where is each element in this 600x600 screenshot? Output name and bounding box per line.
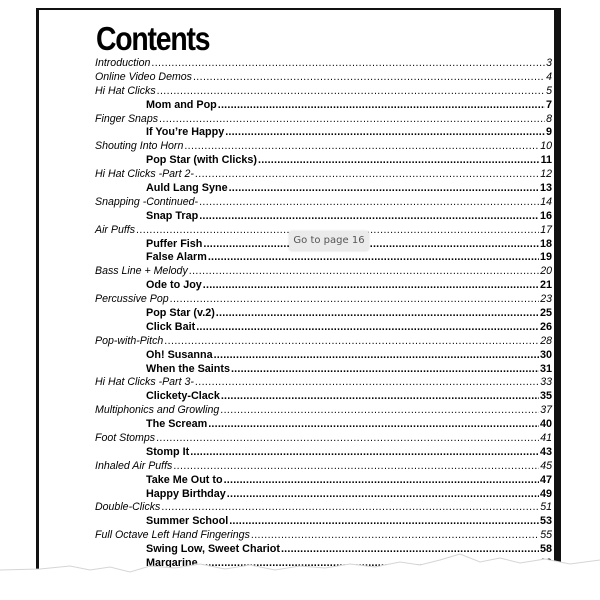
entry-page-number: 21 xyxy=(539,279,552,292)
entry-label: Pop Star (with Clicks) xyxy=(146,154,257,167)
entry-label: Percussive Pop xyxy=(95,293,169,306)
entry-page-number: 43 xyxy=(539,445,552,458)
entry-label: Double-Clicks xyxy=(95,501,161,514)
entry-label: Full Octave Left Hand Fingerings xyxy=(95,529,250,542)
toc-song-entry[interactable] xyxy=(95,279,552,293)
entry-page-number: 23 xyxy=(540,293,552,306)
toc-song-entry[interactable] xyxy=(95,349,552,363)
dot-leader xyxy=(170,293,540,307)
entry-page-number: 10 xyxy=(540,140,552,153)
entry-label: Snap Trap xyxy=(146,209,199,222)
entry-page-number: 28 xyxy=(540,334,552,347)
dot-leader xyxy=(156,432,539,446)
entry-label: Shouting Into Horn xyxy=(95,140,184,153)
entry-page-number: 8 xyxy=(546,112,552,125)
dot-leader xyxy=(157,85,545,99)
entry-label: Puffer Fish xyxy=(146,237,203,250)
entry-label: Hi Hat Clicks -Part 3- xyxy=(95,376,194,389)
entry-label: Foot Stomps xyxy=(95,432,156,445)
dot-leader xyxy=(208,418,539,432)
entry-label: Margarine xyxy=(146,557,198,570)
entry-page-number: 58 xyxy=(539,543,552,556)
toc-song-entry[interactable] xyxy=(95,251,552,265)
toc-song-entry[interactable] xyxy=(95,446,552,460)
entry-page-number: 26 xyxy=(539,320,552,333)
dot-leader xyxy=(229,515,539,529)
entry-page-number: 3 xyxy=(546,56,552,69)
page-title: Contents xyxy=(96,20,210,57)
dot-leader xyxy=(227,488,539,502)
entry-page-number: 45 xyxy=(540,459,552,472)
dot-leader xyxy=(159,113,545,127)
entry-label: Introduction xyxy=(95,56,151,69)
dot-leader xyxy=(190,446,539,460)
entry-label: False Alarm xyxy=(146,251,207,264)
toc-section-entry[interactable] xyxy=(95,265,552,279)
toc-song-entry[interactable] xyxy=(95,363,552,377)
toc-section-entry[interactable] xyxy=(95,85,552,99)
entry-label: Pop-with-Pitch xyxy=(95,334,164,347)
entry-page-number: 16 xyxy=(539,209,552,222)
entry-page-number: 11 xyxy=(540,154,552,167)
dot-leader xyxy=(225,126,545,140)
dot-leader xyxy=(195,376,539,390)
dot-leader xyxy=(151,57,545,71)
dot-leader xyxy=(231,363,539,377)
entry-page-number: 18 xyxy=(539,237,552,250)
toc-song-entry[interactable] xyxy=(95,99,552,113)
dot-leader xyxy=(164,335,539,349)
entry-page-number: 40 xyxy=(539,418,552,431)
dot-leader xyxy=(161,501,539,515)
entry-page-number: 35 xyxy=(539,390,552,403)
toc-section-entry[interactable] xyxy=(95,140,552,154)
entry-page-number: 41 xyxy=(540,432,552,445)
torn-edge xyxy=(0,540,600,600)
toc-section-entry[interactable] xyxy=(95,57,552,71)
entry-label: Oh! Susanna xyxy=(146,348,213,361)
toc-page xyxy=(36,8,561,578)
dot-leader xyxy=(195,168,539,182)
toc-song-entry[interactable] xyxy=(95,307,552,321)
entry-label: Ode to Joy xyxy=(146,279,202,292)
entry-label: Mom and Pop xyxy=(146,98,217,111)
toc-section-entry[interactable] xyxy=(95,376,552,390)
entry-label: Air Puffs xyxy=(95,223,136,236)
toc-song-entry[interactable] xyxy=(95,182,552,196)
entry-label: Inhaled Air Puffs xyxy=(95,459,173,472)
toc-song-entry[interactable] xyxy=(95,210,552,224)
entry-page-number: 20 xyxy=(540,265,552,278)
entry-label: When the Saints xyxy=(146,362,230,375)
toc-section-entry[interactable] xyxy=(95,196,552,210)
entry-page-number: 17 xyxy=(540,223,552,236)
entry-page-number: 19 xyxy=(539,251,552,264)
toc-song-entry[interactable] xyxy=(95,515,552,529)
entry-page-number: 30 xyxy=(539,348,552,361)
entry-page-number: 51 xyxy=(540,501,552,514)
dot-leader xyxy=(189,265,539,279)
entry-label: Multiphonics and Growling xyxy=(95,404,220,417)
toc-song-entry[interactable] xyxy=(95,321,552,335)
entry-page-number: 25 xyxy=(539,307,552,320)
dot-leader xyxy=(258,154,540,168)
toc-section-entry[interactable] xyxy=(95,293,552,307)
entry-page-number: 55 xyxy=(540,529,552,542)
entry-page-number: 4 xyxy=(546,70,552,83)
entry-page-number: 53 xyxy=(539,515,552,528)
entry-label: Bass Line + Melody xyxy=(95,265,188,278)
dot-leader xyxy=(214,349,539,363)
dot-leader xyxy=(218,99,545,113)
entry-page-number: 37 xyxy=(540,404,552,417)
entry-page-number: 12 xyxy=(540,168,552,181)
toc-song-entry[interactable] xyxy=(95,418,552,432)
entry-label: Happy Birthday xyxy=(146,487,226,500)
dot-leader xyxy=(220,404,539,418)
dot-leader xyxy=(229,182,539,196)
dot-leader xyxy=(216,307,539,321)
go-to-page-tooltip: Go to page 16 xyxy=(289,231,369,251)
dot-leader xyxy=(208,251,539,265)
toc-song-entry[interactable] xyxy=(95,154,552,168)
toc-song-entry[interactable] xyxy=(95,488,552,502)
dot-leader xyxy=(203,238,539,252)
toc-list xyxy=(95,57,552,578)
entry-label: Auld Lang Syne xyxy=(146,182,228,194)
entry-label: Swing Low, Sweet Chariot xyxy=(146,543,280,556)
entry-label: The Scream xyxy=(146,418,208,431)
dot-leader xyxy=(199,196,539,210)
entry-label: Hi Hat Clicks xyxy=(95,84,156,97)
dot-leader xyxy=(193,71,545,85)
toc-section-entry[interactable] xyxy=(95,71,552,85)
entry-page-number: 14 xyxy=(540,195,552,208)
toc-section-entry[interactable] xyxy=(95,113,552,127)
entry-page-number: 13 xyxy=(539,182,552,194)
toc-section-entry[interactable] xyxy=(95,335,552,349)
entry-label: Take Me Out to xyxy=(146,473,223,486)
toc-section-entry[interactable] xyxy=(95,502,552,516)
toc-song-entry[interactable] xyxy=(95,390,552,404)
toc-section-entry[interactable] xyxy=(95,404,552,418)
entry-label: Clickety-Clack xyxy=(146,390,220,403)
entry-label: Pop Star (v.2) xyxy=(146,307,215,320)
toc-song-entry[interactable] xyxy=(95,126,552,140)
entry-page-number: 7 xyxy=(545,98,552,111)
entry-page-number: 9 xyxy=(545,126,552,139)
dot-leader xyxy=(221,390,539,404)
entry-page-number: 49 xyxy=(539,487,552,500)
dot-leader xyxy=(184,140,539,154)
dot-leader xyxy=(173,460,539,474)
dot-leader xyxy=(224,474,539,488)
entry-label: Summer School xyxy=(146,515,229,528)
dot-leader xyxy=(196,321,539,335)
entry-label: Snapping -Continued- xyxy=(95,195,199,208)
entry-label: Hi Hat Clicks -Part 2- xyxy=(95,168,194,181)
entry-page-number: 33 xyxy=(540,376,552,389)
entry-label: If You’re Happy xyxy=(146,126,225,139)
entry-page-number: 47 xyxy=(539,473,552,486)
entry-label: Click Bait xyxy=(146,320,196,333)
entry-label: Finger Snaps xyxy=(95,112,159,125)
toc-section-entry[interactable] xyxy=(95,460,552,474)
entry-page-number: 5 xyxy=(546,84,552,97)
toc-song-entry[interactable] xyxy=(95,474,552,488)
dot-leader xyxy=(199,210,539,224)
entry-label: Online Video Demos xyxy=(95,70,192,83)
entry-page-number: 31 xyxy=(539,362,552,375)
toc-section-entry[interactable] xyxy=(95,168,552,182)
toc-section-entry[interactable] xyxy=(95,432,552,446)
dot-leader xyxy=(203,279,539,293)
entry-label: Stomp It xyxy=(146,445,190,458)
